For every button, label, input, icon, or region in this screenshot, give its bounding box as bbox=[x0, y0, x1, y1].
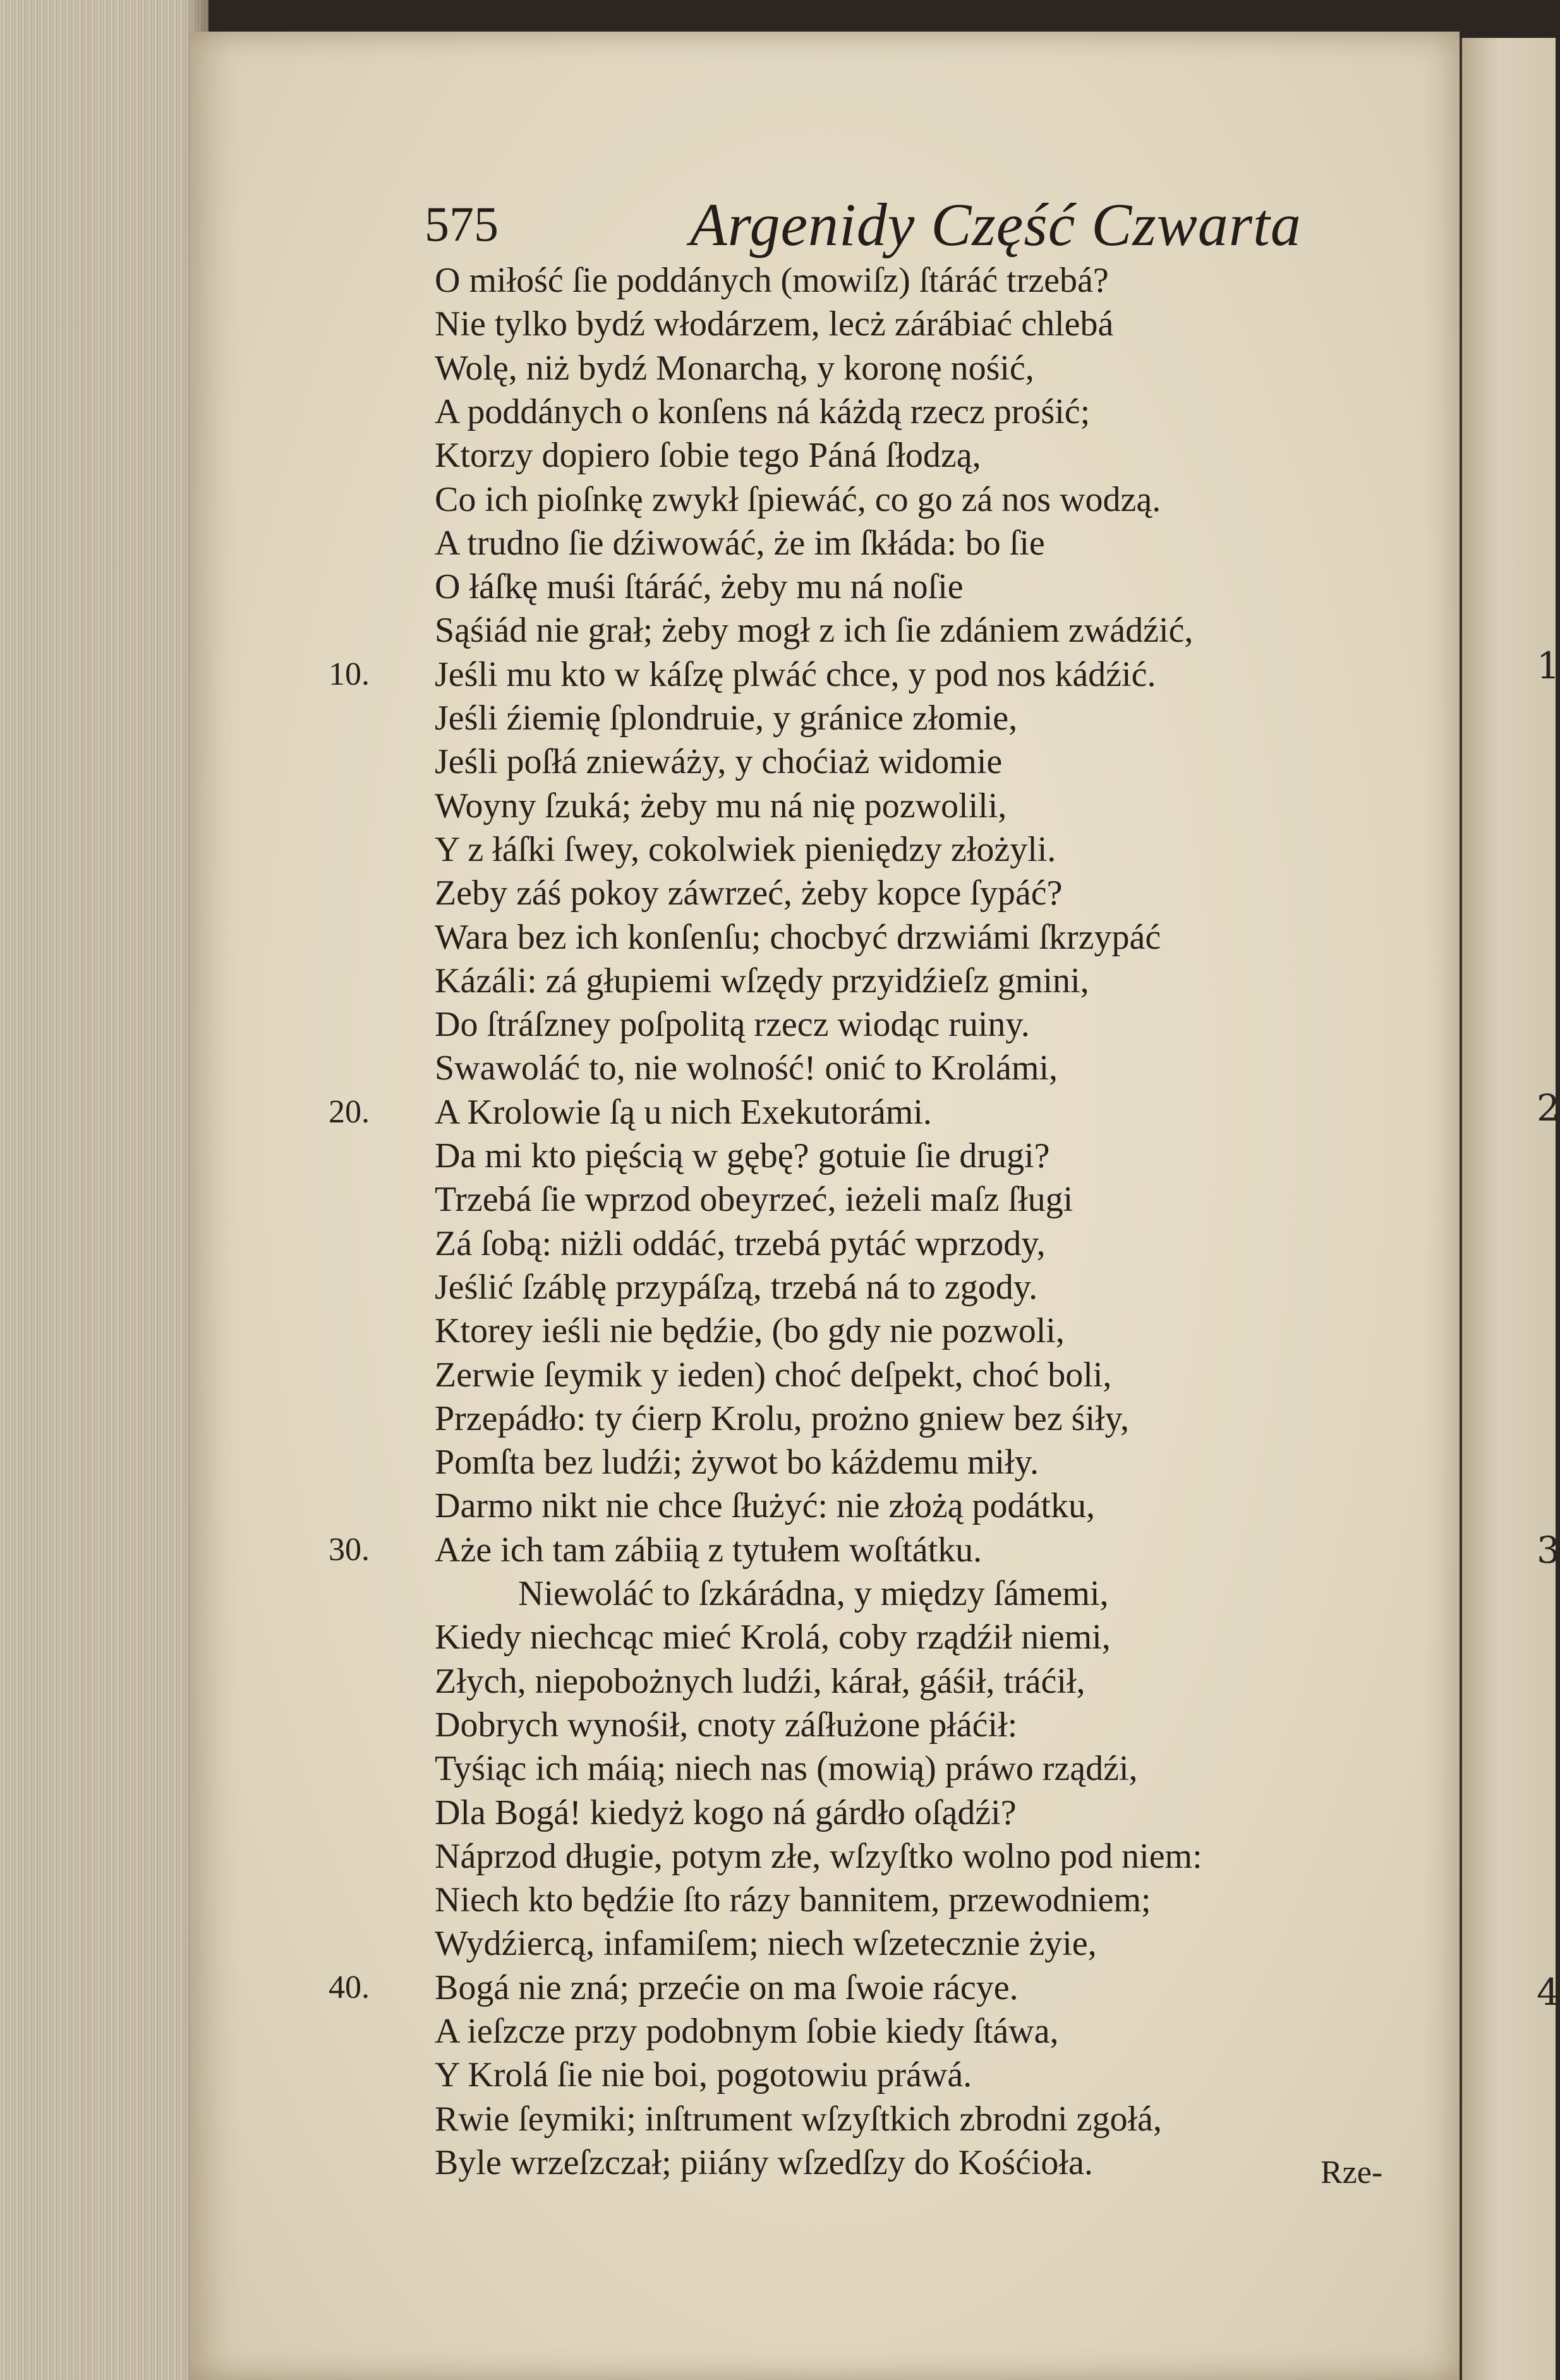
verse-line: Jeśli mu kto w káſzę plwáć chce, y pod nos kádźić. bbox=[435, 655, 1156, 694]
verse-line: Bogá nie zná; przećie on ma ſwoie rácye. bbox=[435, 1968, 1019, 2007]
verse-line: Darmo nikt nie chce ſłużyć: nie złożą podátku, bbox=[435, 1486, 1095, 1525]
line-number: 20. bbox=[329, 1094, 370, 1130]
verse-line: A trudno ſie dźiwowáć, że im ſkłáda: bo ſie bbox=[435, 524, 1045, 563]
page-number: 575 bbox=[425, 196, 499, 251]
verse-line: Da mi kto pięścią w gębę? gotuie ſie drugi? bbox=[435, 1136, 1050, 1175]
verse-line: Dla Bogá! kiedyż kogo ná gárdło oſądźi? bbox=[435, 1793, 1017, 1832]
verse-line: Rwie ſeymiki; inſtrument wſzyſtkich zbrodni zgołá, bbox=[435, 2100, 1162, 2139]
verse-line: O łáſkę muśi ſtáráć, żeby mu ná noſie bbox=[435, 567, 964, 606]
verse-line: Wydźiercą, infamiſem; niech wſzetecznie żyie, bbox=[435, 1924, 1097, 1963]
verse-line: Zá ſobą: niżli oddáć, trzebá pytáć wprzody, bbox=[435, 1224, 1046, 1263]
verse-line: Dobrych wynośił, cnoty záſłużone płáćił: bbox=[435, 1705, 1018, 1745]
verse-line: Niewoláć to ſzkárádna, y między ſámemi, bbox=[518, 1574, 1109, 1613]
verse-line: Zerwie ſeymik y ieden) choć deſpekt, choć boli, bbox=[435, 1355, 1112, 1395]
verse-line: Náprzod długie, potym złe, wſzyſtko wolno pod niem: bbox=[435, 1837, 1202, 1876]
verse-line: Swawoláć to, nie wolność! onić to Krolámi, bbox=[435, 1049, 1058, 1088]
line-number: 10. bbox=[329, 656, 370, 692]
verse-line: Jeśli źiemię ſplondruie, y gránice złomie, bbox=[435, 699, 1018, 738]
verse-line: Sąśiád nie grał; żeby mogł z ich ſie zdániem zwádźić, bbox=[435, 611, 1194, 650]
verse-line: Ktorey ieśli nie będźie, (bo gdy nie pozwoli, bbox=[435, 1311, 1065, 1350]
verse-line: Aże ich tam zábiią z tytułem woſtátku. bbox=[435, 1530, 983, 1570]
verse-line: Kázáli: zá głupiemi wſzędy przyidźieſz gmini, bbox=[435, 961, 1089, 1001]
verse-line: Y Krolá ſie nie boi, pogotowiu práwá. bbox=[435, 2055, 972, 2095]
facing-page-line-number: 1 bbox=[1537, 644, 1560, 687]
verse-line: Ktorzy dopiero ſobie tego Páná ſłodzą, bbox=[435, 436, 981, 475]
verse-line: Byle wrzeſzczał; piiány wſzedſzy do Kośćioła. bbox=[435, 2143, 1093, 2182]
verse-line: Do ſtráſzney poſpolitą rzecz wiodąc ruiny. bbox=[435, 1005, 1030, 1044]
verse-line: Trzebá ſie wprzod obeyrzeć, ieżeli maſz ſługi bbox=[435, 1180, 1073, 1219]
verse-line: Jeślić ſzáblę przypáſzą, trzebá ná to zgody. bbox=[435, 1268, 1038, 1307]
catchword: Rze- bbox=[1321, 2155, 1383, 2191]
line-number: 30. bbox=[329, 1532, 370, 1568]
verse-line: Wara bez ich konſenſu; chocbyć drzwiámi ſkrzypáć bbox=[435, 918, 1161, 957]
verse-line: Zeby záś pokoy záwrzeć, żeby kopce ſypáć? bbox=[435, 874, 1063, 913]
verse-line: Kiedy niechcąc mieć Krolá, coby rządźił niemi, bbox=[435, 1618, 1111, 1657]
running-title: Argenidy Część Czwarta bbox=[690, 191, 1302, 258]
verse-line: Jeśli poſłá zniewáży, y choćiaż widomie bbox=[435, 742, 1003, 781]
verse-line: Przepádło: ty ćierp Krolu, prożno gniew bez śiły, bbox=[435, 1399, 1129, 1438]
verse-line: O miłość ſie poddánych (mowiſz) ſtáráć trzebá? bbox=[435, 261, 1109, 300]
verse-line: Nie tylko bydź włodárzem, lecż zárábiać chlebá bbox=[435, 304, 1114, 344]
verse-line: A Krolowie ſą u nich Exekutorámi. bbox=[435, 1093, 932, 1132]
book-page-edges bbox=[0, 0, 209, 2380]
running-header bbox=[425, 189, 1309, 265]
verse-line: A ieſzcze przy podobnym ſobie kiedy ſtáwa, bbox=[435, 2012, 1059, 2051]
verse-line: Woyny ſzuká; żeby mu ná nię pozwolili, bbox=[435, 786, 1007, 826]
verse-line: Pomſta bez ludźi; żywot bo káżdemu miły. bbox=[435, 1443, 1039, 1482]
facing-page-line-number: 3 bbox=[1537, 1529, 1560, 1572]
verse-line: A poddánych o konſens ná káżdą rzecz prośić; bbox=[435, 392, 1091, 431]
facing-page-strip bbox=[1460, 38, 1560, 2380]
verse-line: Wolę, niż bydź Monarchą, y koronę nośić, bbox=[435, 349, 1034, 388]
verse-line: Niech kto będźie ſto rázy bannitem, przewodniem; bbox=[435, 1880, 1151, 1920]
verse-line: Co ich pioſnkę zwykł ſpiewáć, co go zá nos wodzą. bbox=[435, 480, 1161, 519]
facing-page-line-number: 4 bbox=[1537, 1971, 1560, 2014]
verse-line: Złych, niepobożnych ludźi, kárał, gáśił, tráćił, bbox=[435, 1662, 1085, 1701]
facing-page-line-number: 2 bbox=[1537, 1086, 1560, 1129]
line-number: 40. bbox=[329, 1969, 370, 2005]
verse-line: Y z łáſki ſwey, cokolwiek pieniędzy złożyli. bbox=[435, 830, 1056, 869]
verse-line: Tyśiąc ich máią; niech nas (mowią) práwo rządźi, bbox=[435, 1749, 1138, 1788]
